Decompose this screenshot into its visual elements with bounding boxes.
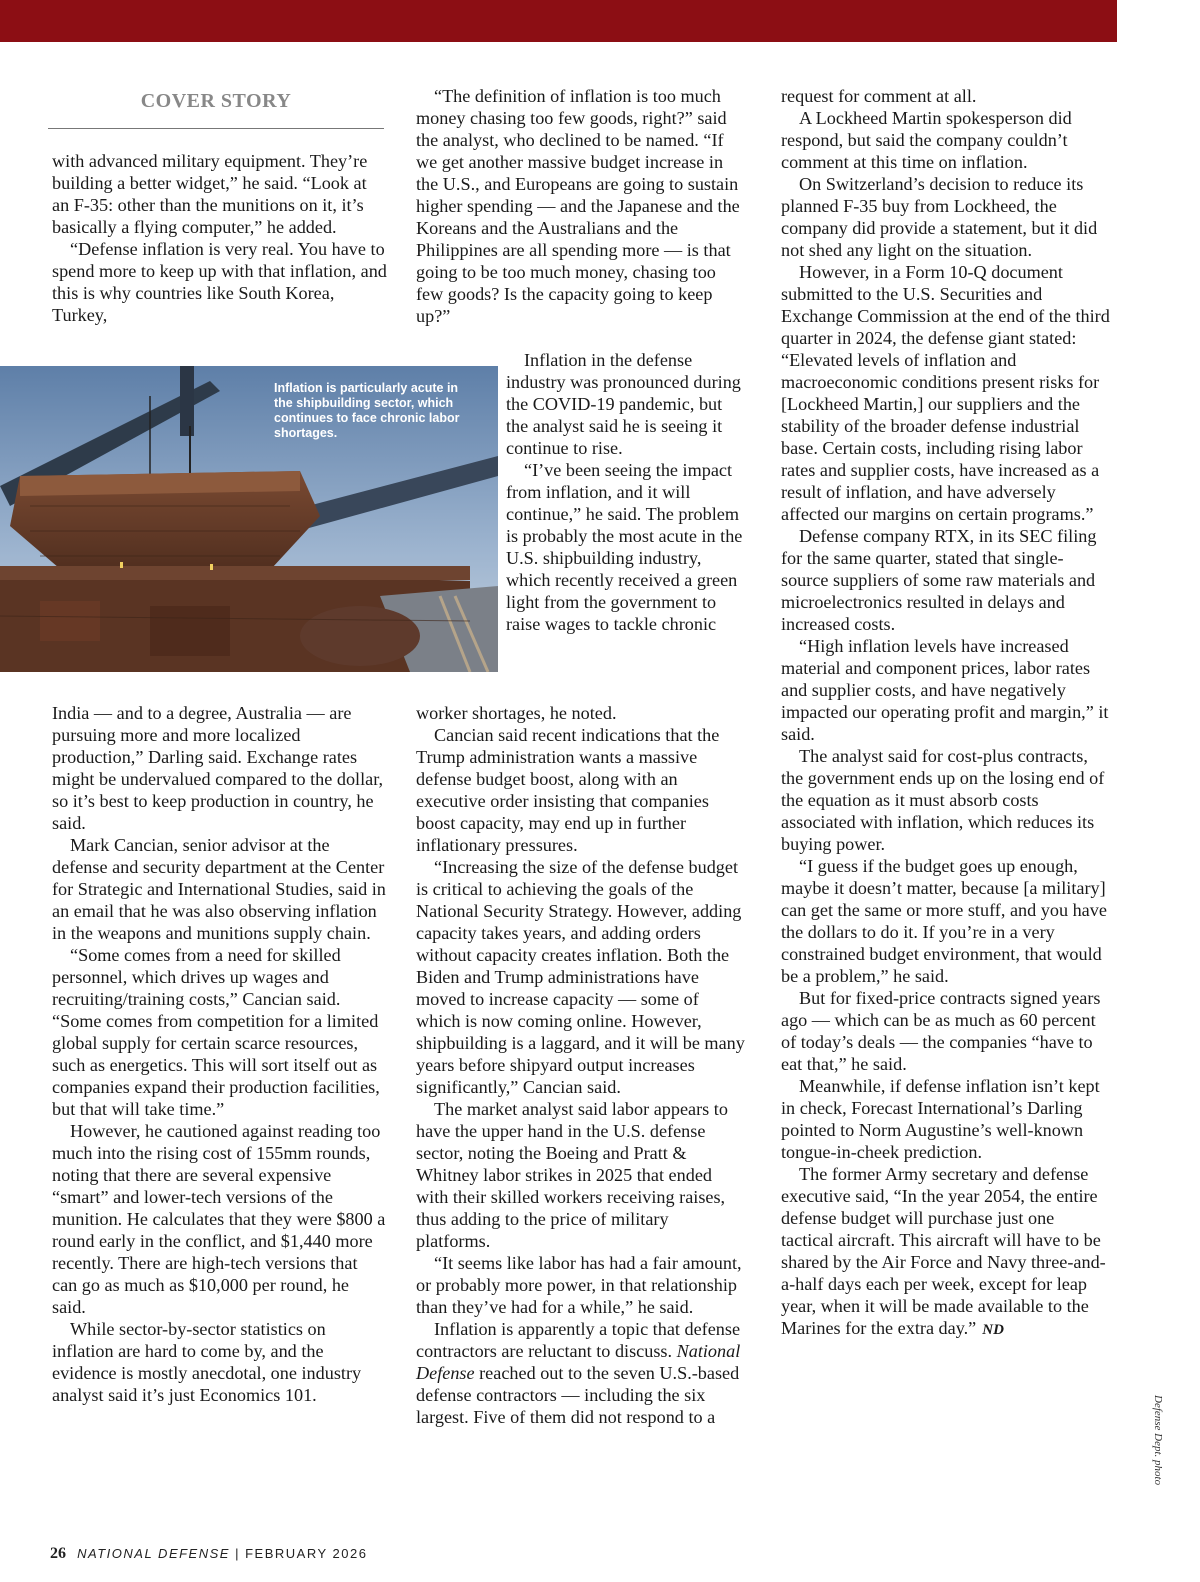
section-label: COVER STORY xyxy=(140,90,292,112)
paragraph: But for fixed-price contracts signed years ago — which can be as much as 60 percent of today’s deals — the companies “have to eat that,” he said. xyxy=(781,988,1101,1074)
paragraph: The market analyst said labor appears to have the upper hand in the U.S. defense sector, noting the Boeing and Pratt & Whitney labor strikes in 2025 that ended with their skilled workers receiving raises, thus adding to the price of military platforms. xyxy=(416,1099,728,1251)
paragraph: However, in a Form 10-Q document submitted to the U.S. Securities and Exchange Commission at the end of the third quarter in 2024, the defense giant stated: “Elevated levels of inflation and macroeconomic conditions present risks for [Lockheed Martin,] our suppliers and the stability of the broader defense industrial base. Certain costs, including rising labor rates and supplier costs, have increased as a result of inflation, and have adversely affected our margins on certain programs.” xyxy=(781,262,1110,524)
page-number: 26 xyxy=(50,1545,66,1562)
paragraph: “Increasing the size of the defense budget is critical to achieving the goals of the National Security Strategy. However, adding capacity takes years, and adding orders without capacity creates inflation. Both the Biden and Trump administrations have moved to increase capacity — some of which is now coming online. However, shipbuilding is a laggard, and it will be many years before shipyard output increases significantly,” Cancian said. xyxy=(416,857,745,1097)
col3 xyxy=(781,85,1111,1341)
photo-credit: Defense Dept. photo xyxy=(1152,1395,1164,1486)
paragraph: “The definition of inflation is too much money chasing too few goods, right?” said the analyst, who declined to be named. “If we get another massive budget increase in the U.S., and Europeans are going to sustain higher spending — and the Japanese and the Koreans and the Australians and the Philippines are all spending more — is that going to be too much money, chasing too few goods? Is the capacity going to keep up?” xyxy=(416,86,740,326)
text-run: reached out to the seven U.S.-based defense contractors — including the six largest. Five of them did not respond to a xyxy=(416,1363,740,1427)
paragraph: Defense company RTX, in its SEC filing for the same quarter, stated that single-source suppliers of some raw materials and microelectronics resulted in delays and increased costs. xyxy=(781,526,1097,634)
col2-top xyxy=(416,85,746,327)
paragraph: “I’ve been seeing the impact from inflation, and it will continue,” he said. The problem is probably the most acute in the U.S. shipbuilding industry, which recently received a green light from the government to raise wages to tackle chronic xyxy=(506,460,743,634)
text-run: Inflation is apparently a topic that defense contractors are reluctant to discuss. xyxy=(416,1319,741,1361)
section-rule xyxy=(48,128,384,129)
col1-bottom xyxy=(52,702,387,1406)
paragraph: request for comment at all. xyxy=(781,86,977,106)
text-run: The former Army secretary and defense executive said, “In the year 2054, the entire defense budget will purchase just one tactical aircraft. This aircraft will have to be shared by the Air Force and Navy three-and-a-half days each per week, except for leap year, when it will be made available to the Marines for the extra day.” xyxy=(781,1164,1106,1338)
col2-bottom xyxy=(416,702,746,1428)
paragraph: While sector-by-sector statistics on inflation are hard to come by, and the evidence is mostly anecdotal, one industry analyst said it’s just Economics 101. xyxy=(52,1319,362,1405)
paragraph: Mark Cancian, senior advisor at the defense and security department at the Center for Strategic and International Studies, said in an email that he was also observing inflation in the weapons and munitions supply chain. xyxy=(52,835,386,943)
publication-name: National Defense xyxy=(416,1341,741,1383)
footer-separator: | xyxy=(235,1546,240,1561)
paragraph: However, he cautioned against reading too much into the rising cost of 155mm rounds, noting that there are several expensive “smart” and lower-tech versions of the munition. He calculates that they were $800 a round early in the conflict, and $1,440 more recently. There are high-tech versions that can go as much as $10,000 per round, he said. xyxy=(52,1121,386,1317)
paragraph: Inflation in the defense industry was pronounced during the COVID-19 pandemic, but the analyst said he is seeing it continue to rise. xyxy=(506,350,741,458)
paragraph: A Lockheed Martin spokesperson did respond, but said the company couldn’t comment at this time on inflation. xyxy=(781,108,1072,172)
photo-caption: Inflation is particularly acute in the shipbuilding sector, which continues to face chronic labor shortages. xyxy=(274,381,460,440)
page-footer xyxy=(50,1545,367,1563)
end-mark: ND xyxy=(982,1322,1004,1338)
paragraph: “High inflation levels have increased material and component prices, labor rates and supplier costs, and have negatively impacted our operating profit and margin,” it said. xyxy=(781,636,1109,744)
paragraph: The analyst said for cost-plus contracts, the government ends up on the losing end of the equation as it must absorb costs associated with inflation, which reduces its buying power. xyxy=(781,746,1105,854)
col1-top xyxy=(52,150,387,326)
paragraph: worker shortages, he noted. xyxy=(416,703,617,723)
final-paragraph xyxy=(781,1163,1111,1341)
paragraph: “It seems like labor has had a fair amount, or probably more power, in that relationship than they’ve had for a while,” he said. xyxy=(416,1253,742,1317)
paragraph: with advanced military equipment. They’re building a better widget,” he said. “Look at an F-35: other than the munitions on it, it’s basically a flying computer,” he added. xyxy=(52,151,368,237)
paragraph: On Switzerland’s decision to reduce its planned F-35 buy from Lockheed, the company did provide a statement, but it did not shed any light on the situation. xyxy=(781,174,1098,260)
paragraph: Meanwhile, if defense inflation isn’t kept in check, Forecast International’s Darling pointed to Norm Augustine’s well-known tongue-in-cheek prediction. xyxy=(781,1076,1100,1162)
issue-date: FEBRUARY 2026 xyxy=(245,1546,368,1561)
paragraph: “Some comes from a need for skilled personnel, which drives up wages and recruiting/training costs,” Cancian said. “Some comes from competition for a limited global supply for certain scarce resources, such as energetics. This will sort itself out as companies expand their production facilities, but that will take time.” xyxy=(52,945,380,1119)
magazine-name: NATIONAL DEFENSE xyxy=(77,1546,230,1561)
col2-wrap xyxy=(506,349,744,635)
paragraph: “I guess if the budget goes up enough, maybe it doesn’t matter, because [a military] can get the same or more stuff, and you have the dollars to do it. If you’re in a very constrained budget environment, that would be a problem,” he said. xyxy=(781,856,1107,986)
paragraph: Cancian said recent indications that the Trump administration wants a massive defense budget boost, along with an executive order insisting that companies boost capacity, may end up in further inflationary pressures. xyxy=(416,725,720,855)
paragraph: “Defense inflation is very real. You have to spend more to keep up with that inflation, and this is why countries like South Korea, Turkey, xyxy=(52,239,387,325)
top-color-bar xyxy=(0,0,1117,42)
paragraph: India — and to a degree, Australia — are pursuing more and more localized production,” Darling said. Exchange rates might be undervalued compared to the dollar, so it’s best to keep production in country, he said. xyxy=(52,703,384,833)
paragraph-with-publication xyxy=(416,1318,746,1428)
